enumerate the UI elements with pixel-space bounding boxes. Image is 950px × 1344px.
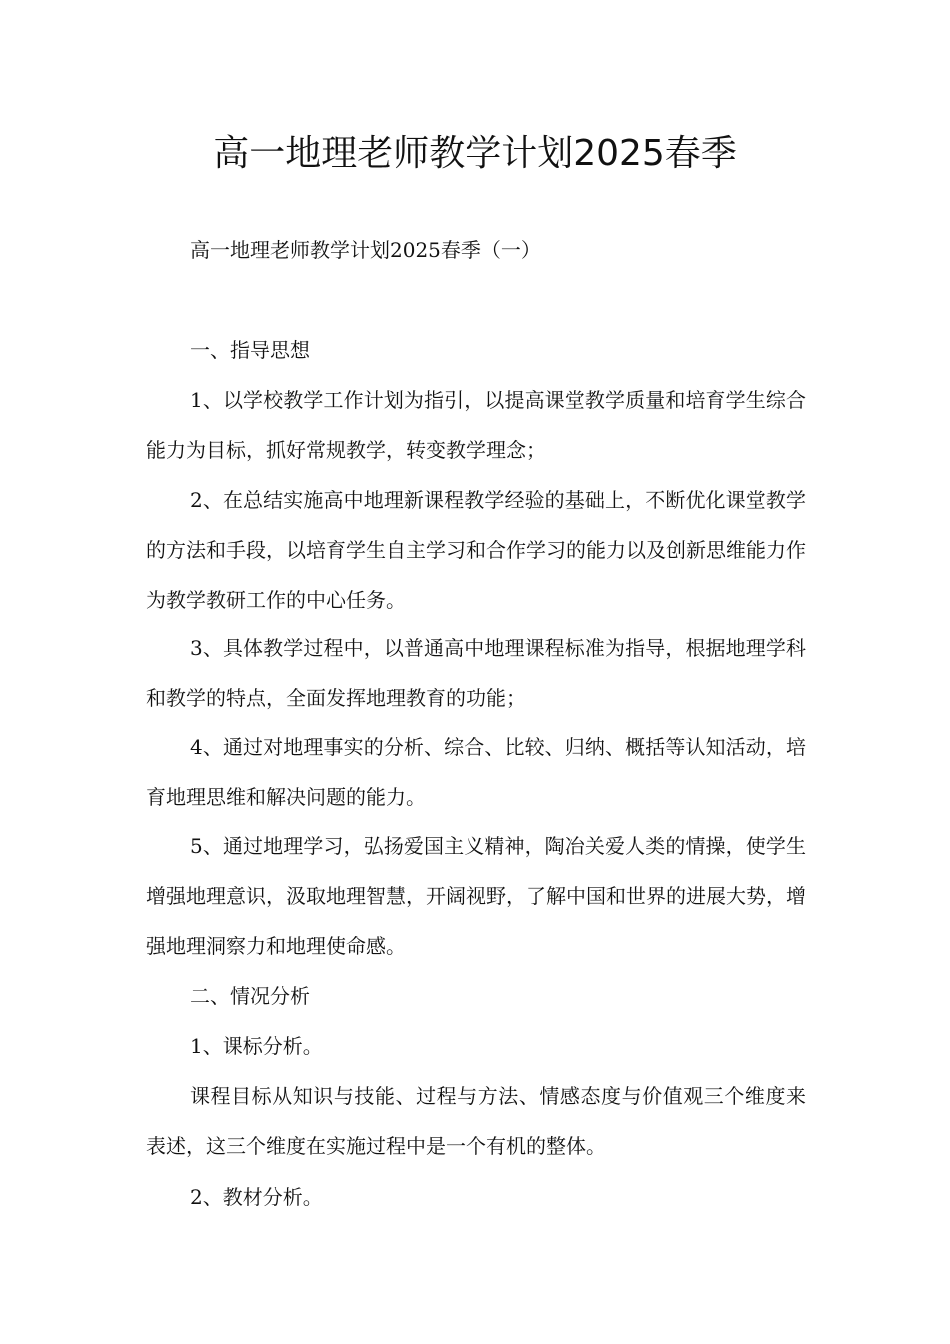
document-title: 高一地理老师教学计划2025春季 [213,133,737,174]
list-item-curriculum-analysis: 1、课标分析。 [190,1034,323,1058]
paragraph-guiding-1: 1、以学校教学工作计划为指引，以提高课堂教学质量和培育学生综合能力为目标，抓好常规教学，转变教学理念； [146,388,806,462]
paragraph-guiding-4: 4、通过对地理事实的分析、综合、比较、归纳、概括等认知活动，培育地理思维和解决问题的能力。 [146,735,806,809]
section-heading-guiding-ideology: 一、指导思想 [190,338,310,362]
document-subtitle [146,225,806,275]
paragraph-curriculum-goals: 课程目标从知识与技能、过程与方法、情感态度与价值观三个维度来表述，这三个维度在实施过程中是一个有机的整体。 [146,1084,806,1158]
list-item-textbook-analysis: 2、教材分析。 [190,1185,323,1209]
section-heading-situation-analysis: 二、情况分析 [190,984,310,1008]
paragraph-guiding-3: 3、具体教学过程中，以普通高中地理课程标准为指导，根据地理学科和教学的特点，全面发挥地理教育的功能； [146,636,806,710]
paragraph-guiding-5: 5、通过地理学习，弘扬爱国主义精神，陶冶关爱人类的情操，使学生增强地理意识，汲取地理智慧，开阔视野，了解中国和世界的进展大势，增强地理洞察力和地理使命感。 [146,834,806,958]
subtitle-text: 高一地理老师教学计划2025春季（一） [190,238,541,262]
paragraph-guiding-2: 2、在总结实施高中地理新课程教学经验的基础上，不断优化课堂教学的方法和手段，以培育学生自主学习和合作学习的能力以及创新思维能力作为教学教研工作的中心任务。 [146,488,806,612]
